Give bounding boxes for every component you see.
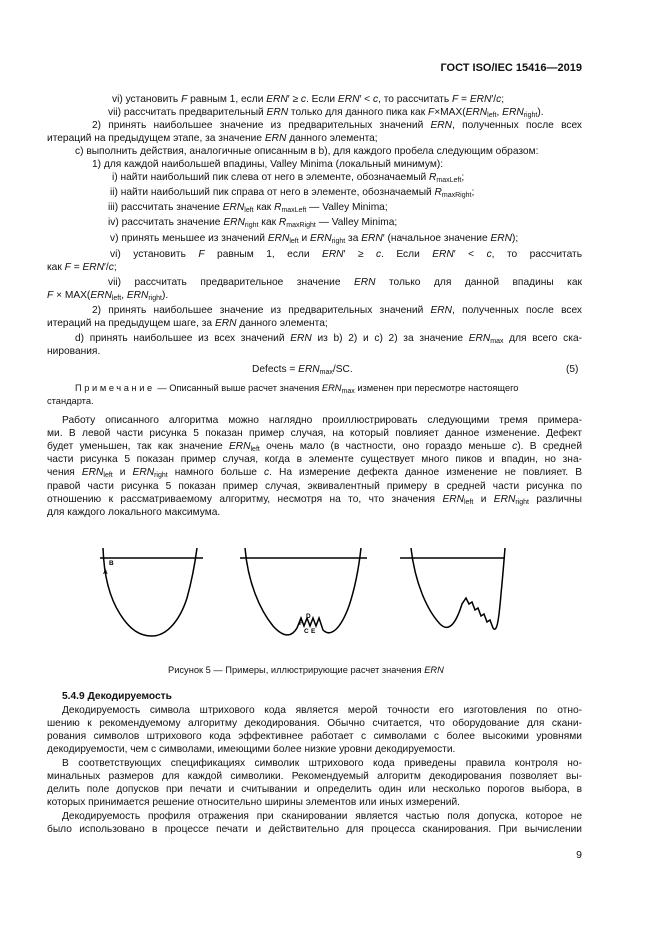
label-e: E xyxy=(311,628,316,635)
step-c1-ii: ii) найти наибольший пик справа от него в элементе, обозначаемый $R_{maxRight}$; xyxy=(110,187,475,199)
para3-line3: делить поле допусков при печати и считывании и определить один или несколько порогов выбора, в xyxy=(47,784,582,795)
para1-line4: части рисунка 5 показан пример случая, когда в элементе существует много пиков и впадин, но зна- xyxy=(47,454,582,465)
step-c1: 1) для каждой наибольшей впадины, Valley Minima (локальный минимум): xyxy=(92,159,444,170)
label-c: C xyxy=(304,628,309,635)
formula-number: (5) xyxy=(566,364,579,375)
para2-line4: декодируемости, чем с символами, имеющими более низкие уровни декодируемости. xyxy=(47,744,456,755)
profile-curve-middle xyxy=(245,548,361,635)
profile-curve-right xyxy=(411,548,505,629)
para3-line1: В соответствующих спецификациях символик штрихового кода приведены правила контроля но- xyxy=(62,758,582,769)
page-number: 9 xyxy=(576,849,582,861)
note-line2: стандарта. xyxy=(47,396,94,406)
note-label: Примечание xyxy=(75,383,155,393)
section-heading xyxy=(62,690,172,703)
section-number: 5.4.9 xyxy=(62,691,85,702)
para2-line2: шению к рекомендуемому алгоритму декодирования. Обычно считается, что оборудование для скани- xyxy=(47,718,582,729)
step-c2-line2: итераций на предыдущем шаге, за ERN данного элемента; xyxy=(47,318,328,329)
para2-line1: Декодируемость символа штрихового кода является мерой точности его изготовления по отно- xyxy=(62,705,582,716)
label-b: B xyxy=(109,560,114,567)
step-b1-vii: vii) рассчитать предварительный ERN только для данного пика как $F\times MAX(ERN_{left}$, $ERN_{right}$). xyxy=(108,107,544,119)
document-header: ГОСТ ISO/IEC 15416—2019 xyxy=(440,62,582,74)
step-c1-i: i) найти наибольший пик слева от него в элементе, обозначаемый $R_{maxLeft}$; xyxy=(112,172,465,184)
step-b2-line1: 2) принять наибольшее значение из предварительных значений ERN, полученных после всех xyxy=(92,120,582,131)
step-d-line2: нирования. xyxy=(47,346,101,357)
label-a: A xyxy=(103,569,108,576)
para1-line3: будет уменьшен, так как значение $ERN_{left}$ очень мало (в частности, оно гораздо меньше c). В средней xyxy=(47,441,583,453)
step-c1-iv: iv) рассчитать значение $ERN_{right}$ как $R_{maxRight}$ — Valley Minima; xyxy=(108,217,398,229)
note-line1: Примечание — Описанный выше расчет значения $ERN_{max}$ изменен при пересмотре настоящего xyxy=(75,383,519,395)
para4-line1: Декодируемость профиля отражения при сканировании является частью поля допуска, которое не xyxy=(62,811,582,822)
step-c1-vii-line1: vii) рассчитать предварительное значение ERN только для данной впадины как xyxy=(108,277,582,288)
profile-curve-left xyxy=(103,548,197,636)
step-c1-v: v) принять меньшее из значений $ERN_{left}$ и $ERN_{right}$ за ERN′ (начальное значение ERN); xyxy=(110,233,519,245)
step-b1-vi: vi) установить F равным 1, если ERN′ ≥ c. Если ERN′ < c, то рассчитать F = ERN′/c; xyxy=(112,94,505,105)
formula-5: Defects = $ERN_{max}/SC$. xyxy=(252,364,353,376)
para2-line3: рования символов штрихового кода эффективнее работает с символами с более высокими уровнями xyxy=(47,731,582,742)
para1-line6: правой части рисунка 5 показан пример случая, эквивалентный примеру в средней части рисунка по xyxy=(47,481,582,492)
figure-caption: Рисунок 5 — Примеры, иллюстрирующие расчет значения ERN xyxy=(168,665,444,675)
step-c1-iii: iii) рассчитать значение $ERN_{left}$ как $R_{maxLeft}$ — Valley Minima; xyxy=(108,202,388,214)
para1-line8: для каждого локального максимума. xyxy=(47,507,221,518)
para1-line2: ми. В левой части рисунка 5 показан пример случая, на который повлияет данное изменение. Дефект xyxy=(47,428,582,439)
label-f: F xyxy=(299,620,303,627)
step-c1-vii-line2: $F \times MAX(ERN_{left}$, $ERN_{right}$). xyxy=(47,290,169,302)
figure-5 xyxy=(95,548,535,656)
para1-line5: чения $ERN_{left}$ и $ERN_{right}$ намного больше c. На измерение дефекта данное изменение не повлияет. В xyxy=(47,467,582,479)
section-title: Декодируемость xyxy=(87,691,172,702)
step-c1-vi-line2: как F = ERN′/c; xyxy=(47,262,117,273)
step-c1-vi-line1: vi) установить F равным 1, если ERN′ ≥ c. Если ERN′ < c, то рассчитать xyxy=(110,249,582,260)
para3-line2: минальных размеров для каждой символики. Рекомендуемый алгоритм декодирования позволяет вы- xyxy=(47,771,582,782)
para4-line2: было использовано в процессе печати и действительно для процесса сканирования. При вычислении xyxy=(47,824,582,835)
para3-line4: которых принимается решение относительно ширины элементов или иных измерений. xyxy=(47,797,460,808)
step-b2-line2: итераций на предыдущем этапе, за значение ERN данного элемента; xyxy=(47,133,378,144)
para1-line7: отношению к рассматриваемому алгоритму, несмотря на то, что значения $ERN_{left}$ и $ERN_{right}$ различны xyxy=(47,494,582,506)
para1-line1: Работу описанного алгоритма можно наглядно проиллюстрировать следующими тремя примера- xyxy=(62,415,582,426)
step-d-line1: d) принять наибольшее из всех значений ERN из b) 2) и c) 2) за значение $ERN_{max}$ для всего ска- xyxy=(75,333,582,345)
step-c2-line1: 2) принять наибольшее значение из предварительных значений ERN, полученных после всех xyxy=(92,305,582,316)
label-d: D xyxy=(306,613,311,620)
step-c: c) выполнить действия, аналогичные описанным в b), для каждого пробела следующим образом: xyxy=(75,146,539,157)
